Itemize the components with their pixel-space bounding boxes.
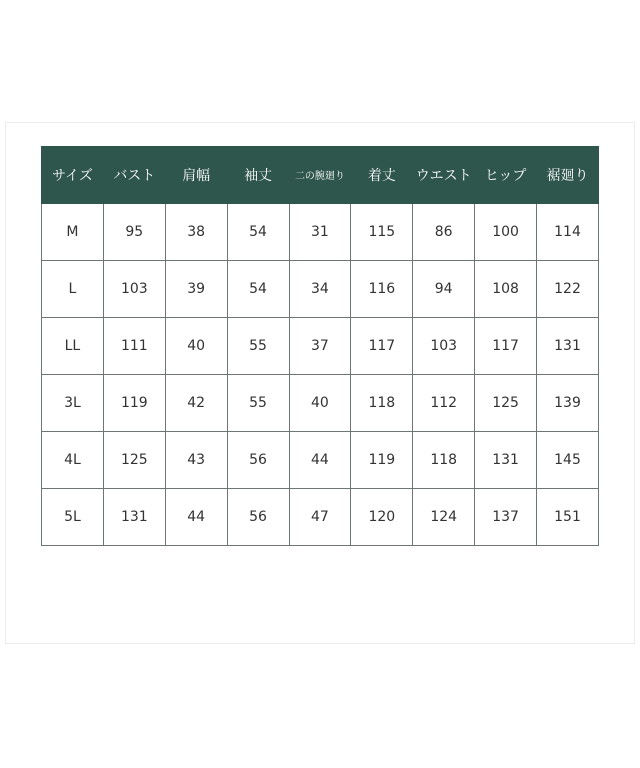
table-cell-size: 5L — [42, 489, 104, 546]
table-cell-size: 3L — [42, 375, 104, 432]
table-cell: 100 — [475, 204, 537, 261]
table-cell: 56 — [227, 489, 289, 546]
table-cell: 44 — [289, 432, 351, 489]
table-row — [42, 204, 599, 261]
table-cell: 116 — [351, 261, 413, 318]
table-cell: 111 — [103, 318, 165, 375]
table-cell: 137 — [475, 489, 537, 546]
table-cell: 56 — [227, 432, 289, 489]
table-cell-size: M — [42, 204, 104, 261]
table-cell: 117 — [351, 318, 413, 375]
table-cell: 95 — [103, 204, 165, 261]
table-cell: 55 — [227, 375, 289, 432]
table-cell: 122 — [537, 261, 599, 318]
table-cell: 117 — [475, 318, 537, 375]
table-row — [42, 489, 599, 546]
table-cell: 55 — [227, 318, 289, 375]
table-cell: 118 — [351, 375, 413, 432]
table-cell: 115 — [351, 204, 413, 261]
table-cell: 31 — [289, 204, 351, 261]
table-row — [42, 375, 599, 432]
table-cell: 131 — [537, 318, 599, 375]
size-chart-table — [41, 146, 599, 546]
table-cell: 112 — [413, 375, 475, 432]
table-row — [42, 432, 599, 489]
header-sleeve-length: 袖丈 — [227, 146, 289, 204]
table-cell: 47 — [289, 489, 351, 546]
size-chart-header — [42, 146, 599, 204]
table-row — [42, 318, 599, 375]
table-cell: 124 — [413, 489, 475, 546]
table-cell: 40 — [165, 318, 227, 375]
table-cell: 103 — [413, 318, 475, 375]
table-cell: 94 — [413, 261, 475, 318]
table-cell: 39 — [165, 261, 227, 318]
table-cell: 108 — [475, 261, 537, 318]
table-cell-size: L — [42, 261, 104, 318]
table-cell-size: 4L — [42, 432, 104, 489]
header-hem: 裾廻り — [537, 146, 599, 204]
table-row — [42, 261, 599, 318]
table-cell: 131 — [103, 489, 165, 546]
header-bust: バスト — [103, 146, 165, 204]
table-cell: 86 — [413, 204, 475, 261]
table-cell: 118 — [413, 432, 475, 489]
table-cell: 38 — [165, 204, 227, 261]
table-cell: 103 — [103, 261, 165, 318]
table-cell: 131 — [475, 432, 537, 489]
header-row — [42, 146, 599, 204]
table-cell: 125 — [103, 432, 165, 489]
table-cell: 40 — [289, 375, 351, 432]
header-size: サイズ — [42, 146, 104, 204]
table-cell: 43 — [165, 432, 227, 489]
table-cell: 34 — [289, 261, 351, 318]
header-waist: ウエスト — [413, 146, 475, 204]
table-cell: 54 — [227, 261, 289, 318]
table-cell: 37 — [289, 318, 351, 375]
size-chart-body — [42, 204, 599, 546]
table-cell: 54 — [227, 204, 289, 261]
header-shoulder-width: 肩幅 — [165, 146, 227, 204]
table-cell: 151 — [537, 489, 599, 546]
table-cell: 120 — [351, 489, 413, 546]
table-cell: 42 — [165, 375, 227, 432]
header-upper-arm: 二の腕廻り — [289, 146, 351, 204]
header-hip: ヒップ — [475, 146, 537, 204]
table-cell: 125 — [475, 375, 537, 432]
table-cell: 139 — [537, 375, 599, 432]
table-cell: 145 — [537, 432, 599, 489]
table-cell: 119 — [103, 375, 165, 432]
table-cell: 114 — [537, 204, 599, 261]
table-cell: 119 — [351, 432, 413, 489]
header-length: 着丈 — [351, 146, 413, 204]
table-cell: 44 — [165, 489, 227, 546]
table-cell-size: LL — [42, 318, 104, 375]
